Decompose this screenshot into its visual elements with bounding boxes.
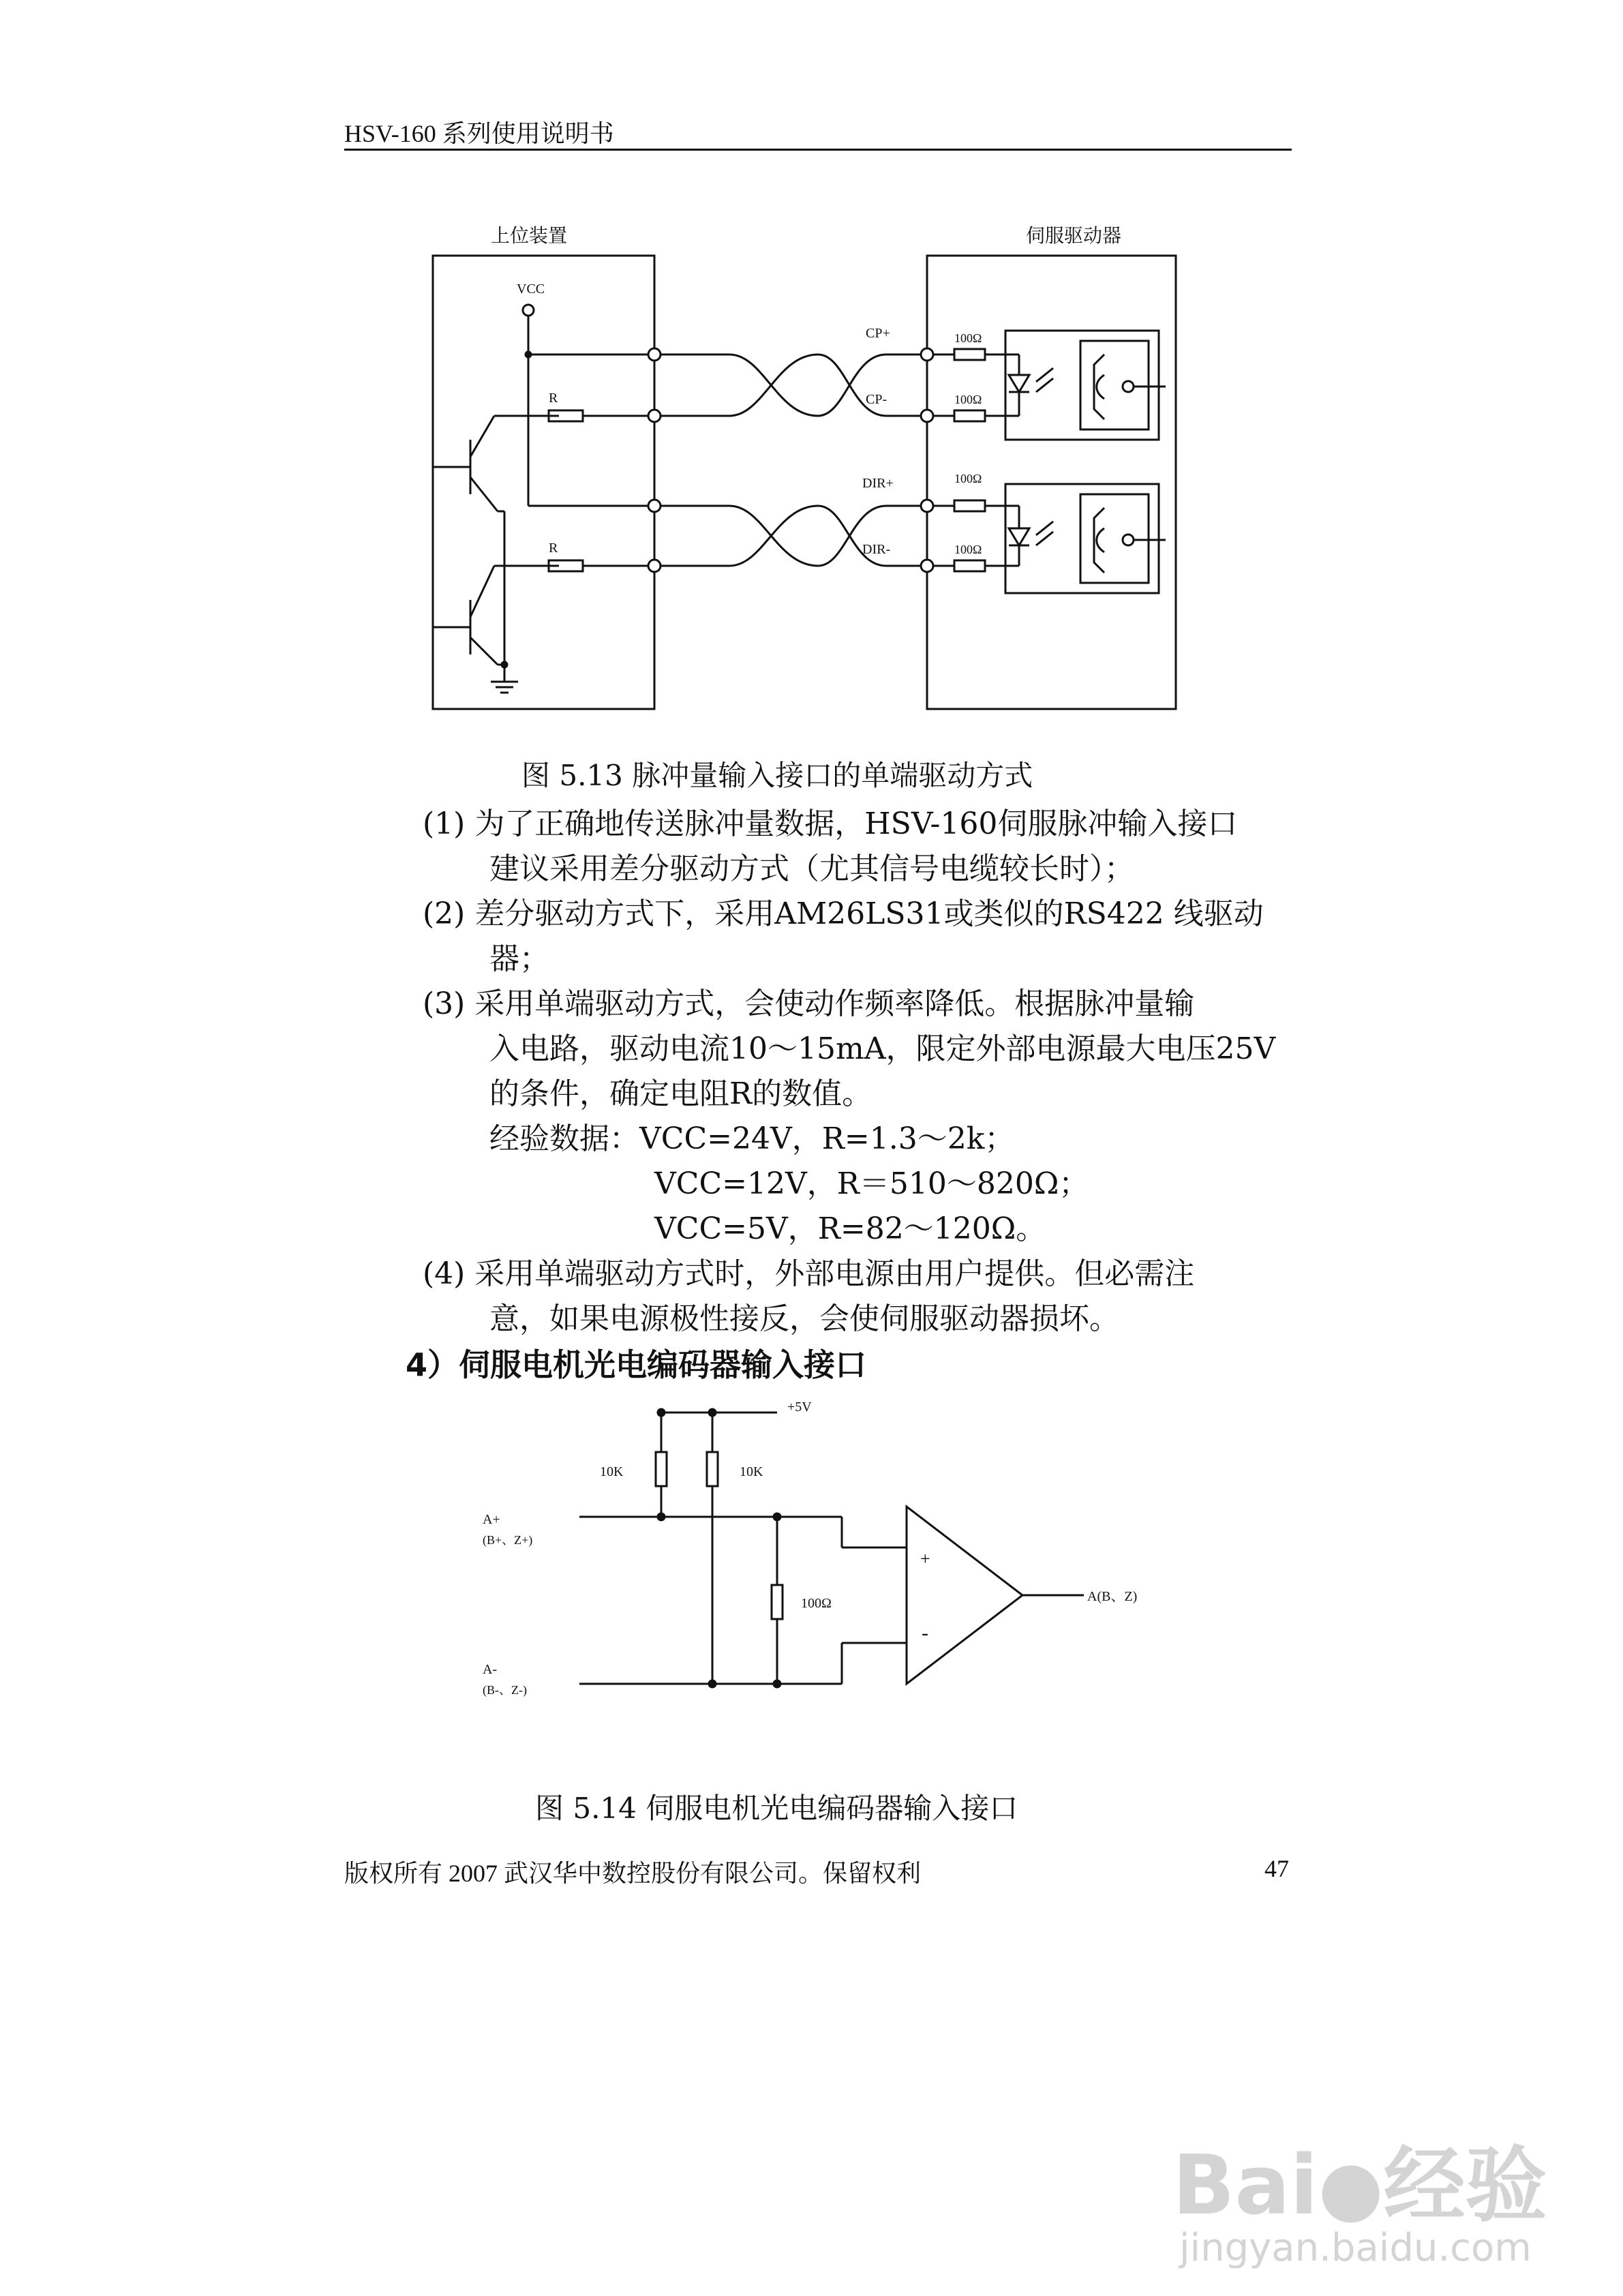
body-line: VCC=12V，R＝510～820Ω； — [654, 1166, 1089, 1201]
input-resistor-label: 100Ω — [954, 393, 982, 406]
input-resistor — [954, 560, 985, 571]
paw-icon: ● — [1318, 2144, 1384, 2231]
body-line: (4) 采用单端驱动方式时，外部电源由用户提供。但必需注 — [423, 1256, 1195, 1291]
watermark-url: jingyan.baidu.com — [1179, 2226, 1532, 2270]
comparator-opamp — [907, 1507, 1022, 1684]
optocoupler-dir — [1005, 484, 1159, 593]
input-plus-label: A+ — [483, 1512, 500, 1527]
footer-copyright: 版权所有 2007 武汉华中数控股份有限公司。保留权利 — [344, 1860, 922, 1887]
input-resistor-label: 100Ω — [954, 472, 982, 485]
pullup-resistor — [707, 1452, 718, 1486]
input-plus-sublabel: (B+、Z+) — [483, 1533, 533, 1547]
baidu-watermark — [1125, 2106, 1602, 2284]
signal-dir-plus-label: DIR+ — [862, 476, 894, 491]
pullup-label-left: 10K — [600, 1464, 624, 1479]
output-label: A(B、Z) — [1087, 1589, 1138, 1604]
host-terminal — [648, 348, 661, 361]
body-line: (1) 为了正确地传送脉冲量数据，HSV-160伺服脉冲输入接口 — [423, 806, 1238, 841]
input-resistor-label: 100Ω — [954, 543, 982, 556]
opamp-plus-sign: + — [920, 1549, 930, 1569]
signal-cp-plus-label: CP+ — [866, 326, 890, 341]
host-terminal — [648, 560, 661, 572]
driver-terminal — [921, 500, 933, 512]
body-line: 经验数据：VCC=24V，R=1.3～2k； — [489, 1121, 1015, 1156]
vcc-terminal — [523, 305, 534, 316]
signal-dir-minus-label: DIR- — [862, 542, 891, 557]
body-line: 的条件，确定电阻R的数值。 — [489, 1076, 873, 1111]
host-terminal — [648, 500, 661, 512]
termination-label: 100Ω — [801, 1596, 832, 1611]
body-line: 建议采用差分驱动方式（尤其信号电缆较长时）； — [489, 851, 1134, 886]
opamp-minus-sign: - — [922, 1622, 928, 1644]
figure-5-14-caption: 图 5.14 伺服电机光电编码器输入接口 — [535, 1792, 1018, 1825]
page-number: 47 — [1264, 1855, 1289, 1882]
resistor-r1-label: R — [549, 391, 558, 406]
supply-label: +5V — [787, 1400, 812, 1415]
vcc-label: VCC — [517, 282, 545, 297]
header-title: HSV-160 系列使用说明书 — [344, 120, 614, 147]
section-heading: 4）伺服电机光电编码器输入接口 — [406, 1346, 867, 1383]
header-rule — [344, 149, 1292, 151]
host-terminal — [648, 410, 661, 422]
input-resistor — [954, 410, 985, 421]
driver-terminal — [921, 560, 933, 572]
signal-cp-minus-label: CP- — [866, 392, 888, 407]
watermark-brand — [1172, 2120, 1547, 2237]
driver-terminal — [921, 348, 933, 361]
body-line: 意，如果电源极性接反，会使伺服驱动器损坏。 — [489, 1301, 1119, 1336]
host-device-box — [433, 256, 654, 709]
input-resistor — [954, 500, 985, 511]
body-line: (2) 差分驱动方式下，采用AM26LS31或类似的RS422 线驱动 — [423, 896, 1264, 931]
host-device-label: 上位装置 — [491, 226, 568, 247]
figure-5-14-diagram — [477, 1384, 1193, 1738]
servo-driver-label: 伺服驱动器 — [1026, 226, 1122, 247]
input-minus-sublabel: (B-、Z-) — [483, 1683, 527, 1697]
body-line: 器； — [489, 941, 549, 976]
input-minus-label: A- — [483, 1662, 498, 1677]
optocoupler-cp — [1005, 331, 1159, 440]
termination-resistor — [772, 1585, 783, 1619]
driver-terminal — [921, 410, 933, 422]
watermark-brand-text: Bai — [1172, 2139, 1318, 2233]
resistor-r2-label: R — [549, 541, 558, 556]
pullup-resistor — [656, 1452, 667, 1486]
input-resistor — [954, 349, 985, 360]
watermark-brand-tail: 经验 — [1383, 2139, 1547, 2233]
body-line: (3) 采用单端驱动方式，会使动作频率降低。根据脉冲量输 — [423, 986, 1195, 1021]
pullup-label-right: 10K — [740, 1464, 763, 1479]
body-line: VCC=5V，R=82～120Ω。 — [654, 1211, 1046, 1246]
body-line: 入电路，驱动电流10～15mA，限定外部电源最大电压25V — [489, 1031, 1276, 1066]
input-resistor-label: 100Ω — [954, 331, 982, 345]
figure-5-13-diagram — [409, 211, 1193, 716]
figure-5-13-caption: 图 5.13 脉冲量输入接口的单端驱动方式 — [521, 759, 1033, 792]
